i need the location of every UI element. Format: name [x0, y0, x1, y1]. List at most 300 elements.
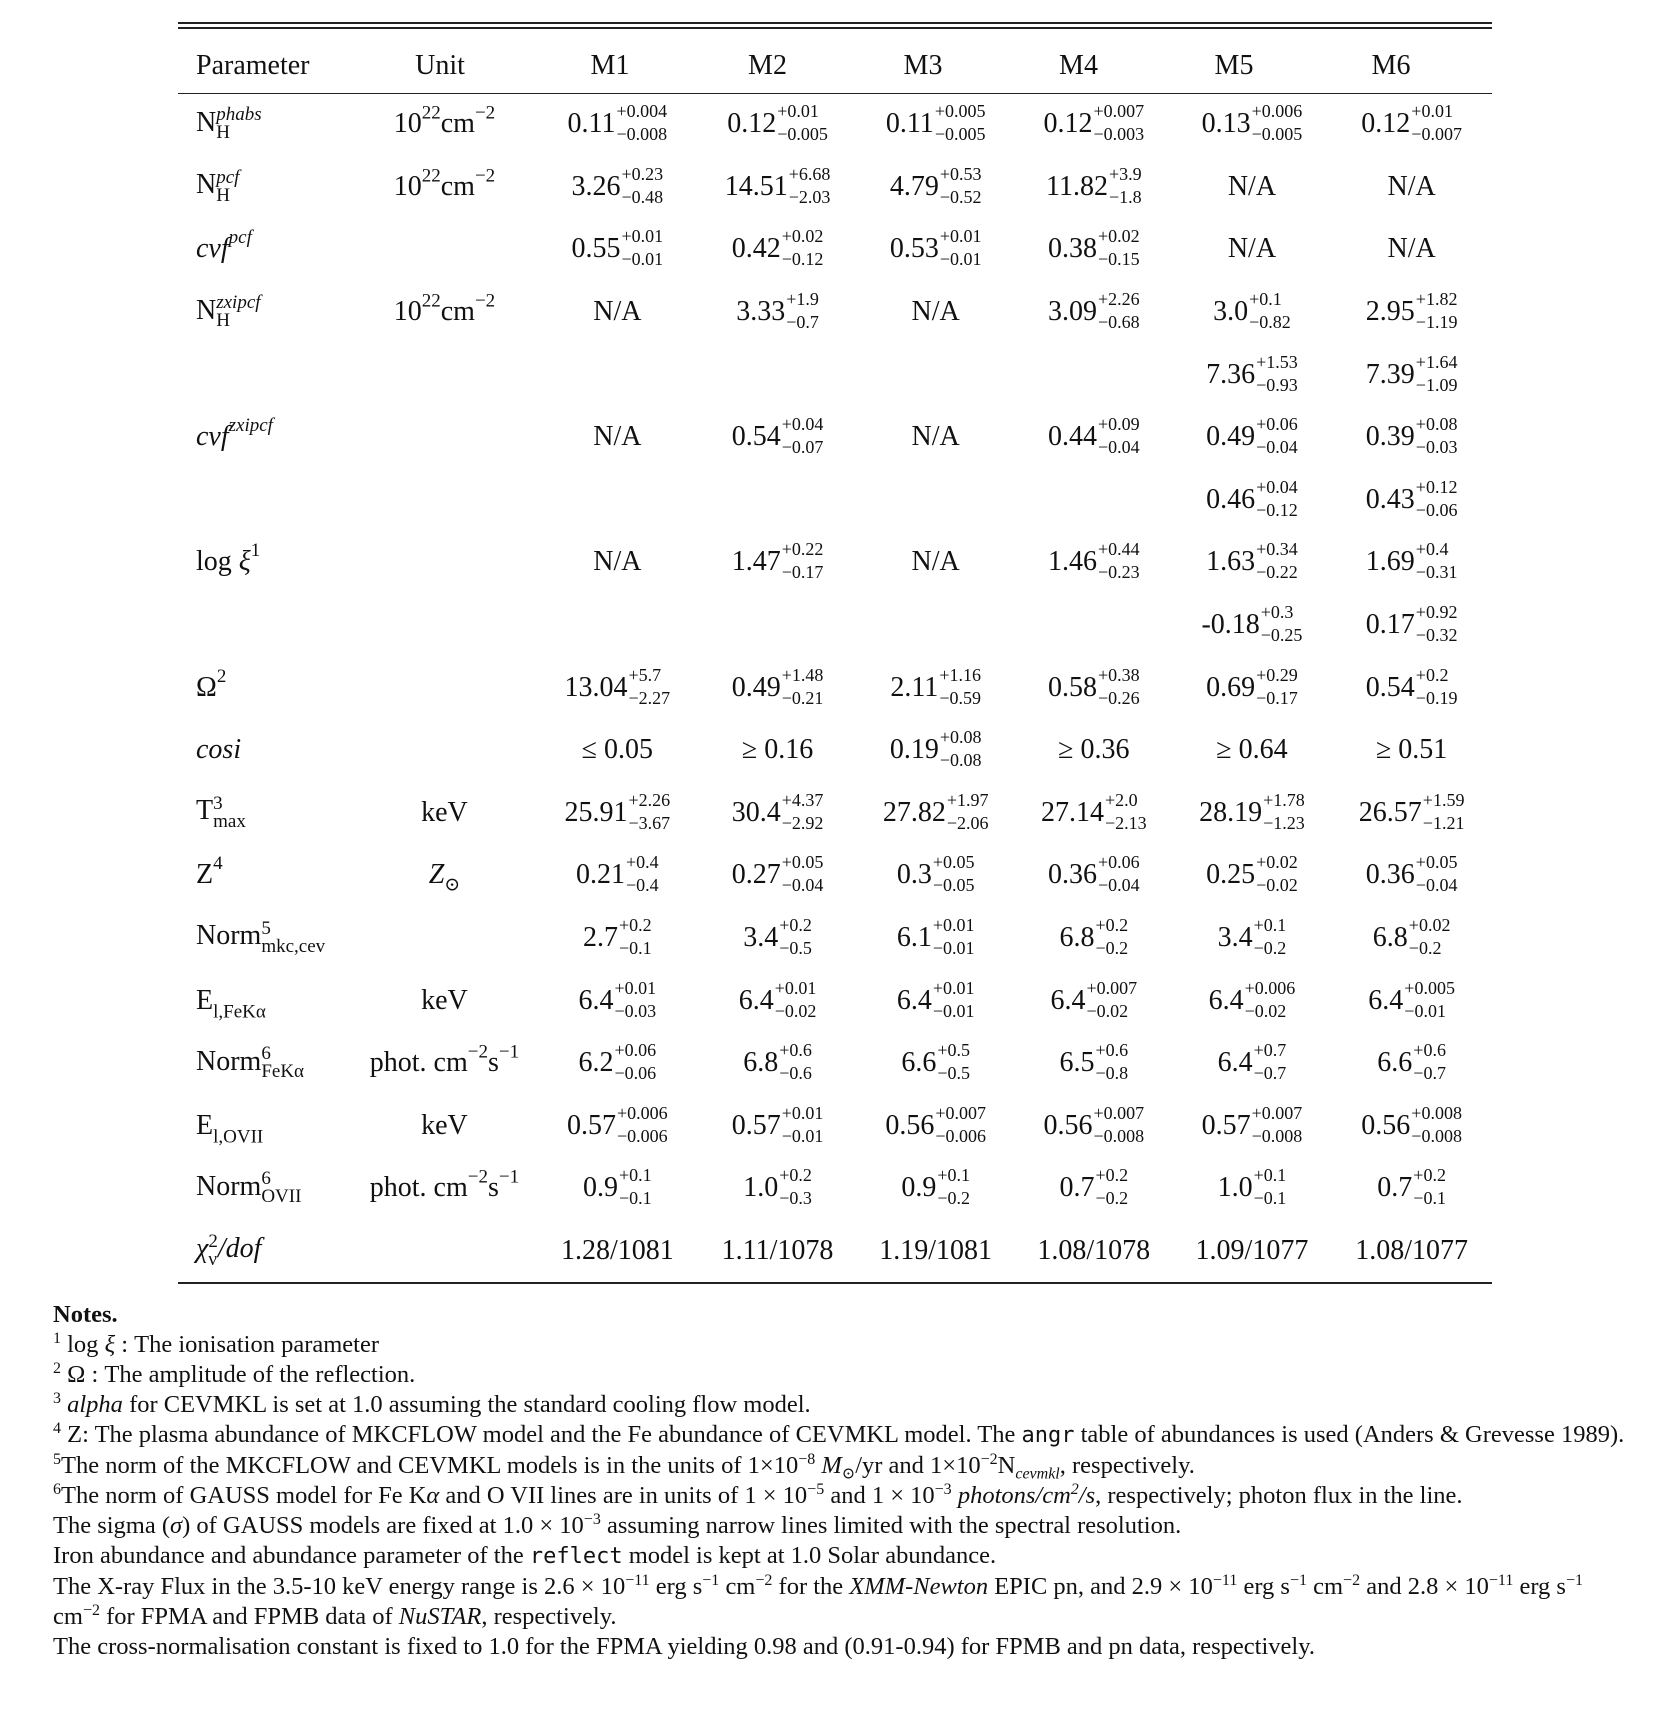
error-lower: −0.003: [1093, 124, 1145, 145]
cell-m6: [1331, 1032, 1492, 1095]
value: 2.95: [1365, 296, 1415, 328]
error-lower: −0.17: [781, 562, 824, 583]
value-with-errors: [1206, 414, 1298, 458]
cell-m6: [1331, 469, 1492, 532]
error-lower: −0.17: [1256, 687, 1298, 708]
header-unit: Unit: [415, 50, 465, 81]
error-upper: +0.02: [1097, 226, 1140, 247]
value-with-errors: [1047, 664, 1140, 708]
error-upper: +0.1: [1249, 289, 1282, 310]
cell-parameter: [178, 531, 353, 594]
cell-m4: [1015, 218, 1173, 281]
value-with-errors: [889, 727, 982, 771]
notes: [53, 1300, 1633, 1662]
error-upper: +0.008: [1411, 1102, 1462, 1123]
cell-m3: [856, 656, 1015, 719]
value: 0.13: [1201, 108, 1251, 140]
error-lower: −0.06: [1415, 499, 1458, 520]
cell-m4: [1015, 782, 1173, 845]
value: 0.43: [1365, 483, 1415, 515]
cell-parameter: [178, 406, 353, 469]
error-bounds: [781, 852, 824, 896]
parameter-name: N phabs H: [196, 104, 262, 144]
error-bounds: [781, 789, 824, 833]
value: 0.11: [567, 108, 616, 140]
value-with-errors: [743, 915, 812, 959]
error-lower: −0.04: [1256, 437, 1298, 458]
error-bounds: [1249, 289, 1291, 333]
parameter-name: χ 2 ν /dof: [196, 1230, 262, 1270]
cell-unit: [353, 406, 536, 469]
error-upper: +0.2: [1413, 1165, 1446, 1186]
value: ≥ 0.36: [1058, 734, 1130, 766]
value-with-errors: [1059, 1165, 1129, 1209]
value: 27.14: [1040, 796, 1104, 828]
cell-parameter: [178, 782, 353, 845]
error-lower: −0.2: [1095, 1188, 1129, 1209]
value: N/A: [1387, 233, 1436, 265]
error-bounds: [1251, 1102, 1303, 1146]
cell-unit: [353, 531, 536, 594]
value: 0.39: [1365, 421, 1415, 453]
error-bounds: [779, 1165, 812, 1209]
error-lower: −0.22: [1256, 562, 1298, 583]
cell-parameter: [178, 156, 353, 219]
cell-m3: [856, 1157, 1015, 1220]
value: 6.8: [1372, 922, 1408, 954]
value: 0.55: [571, 233, 621, 265]
cell-m2: [699, 1157, 857, 1220]
cell-parameter: [178, 469, 353, 532]
error-lower: −0.03: [1415, 437, 1458, 458]
error-bounds: [617, 1102, 668, 1146]
value: 0.57: [1201, 1109, 1251, 1141]
value: 6.4: [1208, 984, 1244, 1016]
cell-m6: [1331, 1220, 1492, 1283]
value-with-errors: [576, 852, 659, 896]
error-lower: −1.19: [1415, 312, 1458, 333]
error-lower: −0.02: [774, 1000, 817, 1021]
parameter-name: $E_{l,OVII}$: [196, 1109, 264, 1148]
value-with-errors: [1206, 351, 1298, 395]
error-lower: −0.04: [1097, 437, 1140, 458]
value-with-errors: [1372, 915, 1451, 959]
error-upper: +0.007: [1251, 1102, 1303, 1123]
error-upper: +0.2: [779, 915, 812, 936]
cell-m2: [699, 343, 857, 406]
error-lower: −0.05: [932, 875, 975, 896]
cell-m2: [699, 281, 857, 344]
value: 0.58: [1047, 671, 1097, 703]
value: 1.08/1078: [1037, 1234, 1151, 1266]
error-upper: +0.4: [626, 852, 659, 873]
error-lower: −0.2: [1408, 938, 1442, 959]
cell-m2: [699, 907, 857, 970]
error-upper: +0.6: [779, 1040, 812, 1061]
cell-m1: [536, 343, 699, 406]
cell-m3: [856, 782, 1015, 845]
error-lower: −2.06: [946, 812, 989, 833]
value: 0.56: [885, 1109, 935, 1141]
cell-m3: [856, 1032, 1015, 1095]
error-bounds: [1411, 1102, 1462, 1146]
table-header: [178, 36, 1492, 96]
error-lower: −0.6: [779, 1063, 812, 1084]
error-bounds: [1095, 1040, 1129, 1084]
table-row: [178, 844, 1492, 907]
error-bounds: [1253, 1040, 1287, 1084]
cell-m2: [699, 1032, 857, 1095]
cell-unit: [353, 343, 536, 406]
cell-m6: [1331, 719, 1492, 782]
value-with-errors: [1045, 163, 1142, 207]
value-with-errors: [1361, 101, 1462, 145]
value: ≥ 0.64: [1216, 734, 1288, 766]
parameter-name: N zxipcf H: [196, 292, 261, 332]
error-bounds: [1256, 414, 1298, 458]
header-m1: M1: [590, 50, 630, 81]
value: 0.53: [889, 233, 939, 265]
error-bounds: [774, 977, 817, 1021]
cell-m3: [856, 531, 1015, 594]
error-bounds: [628, 664, 671, 708]
cell-m1: [536, 406, 699, 469]
error-upper: +0.6: [1095, 1040, 1129, 1061]
cell-m3: [856, 469, 1015, 532]
value-with-errors: [731, 664, 824, 708]
value-with-errors: [731, 414, 824, 458]
value: 0.11: [885, 108, 934, 140]
value: ≤ 0.05: [581, 734, 654, 766]
cell-m3: [856, 406, 1015, 469]
value: 1.69: [1365, 546, 1415, 578]
error-bounds: [621, 226, 664, 270]
note-flux: The X-ray Flux in the 3.5-10 keV energy range is $2.6 \times 10^{-11}$ erg $s^{-1}$ $cm^{-2}$ for the XMM-Newton EPIC pn, and $2.9 \times 10^{-11}$ erg $s^{-1}$ $cm^{-2}$ and $2.8 \times 10^{-11}$ erg $s^{-1}$ $cm^{-2}$ for FPMA and FPMB data of NuSTAR, respectively.: [53, 1572, 1583, 1630]
header-m3: M3: [903, 50, 943, 81]
cell-m2: [699, 656, 857, 719]
error-upper: +1.59: [1422, 789, 1465, 810]
value: 0.21: [576, 859, 626, 891]
error-lower: −0.008: [1093, 1125, 1145, 1146]
value-with-errors: [882, 789, 989, 833]
error-upper: +0.01: [614, 977, 657, 998]
value-with-errors: [890, 664, 981, 708]
note-2: $^2$ Ω : The amplitude of the reflection.: [53, 1360, 416, 1388]
value-with-errors: [896, 977, 975, 1021]
error-upper: +0.3: [1260, 602, 1294, 623]
cell-parameter: [178, 1157, 353, 1220]
error-upper: +0.53: [939, 163, 982, 184]
error-bounds: [781, 414, 824, 458]
error-upper: +1.78: [1263, 789, 1305, 810]
error-lower: −0.006: [935, 1125, 986, 1146]
note-1: $^1$ log ξ : The ionisation parameter: [53, 1330, 380, 1358]
value: 26.57: [1358, 796, 1422, 828]
error-lower: −0.26: [1097, 687, 1140, 708]
cell-m3: [856, 156, 1015, 219]
value-with-errors: [578, 977, 657, 1021]
cell-m6: [1331, 531, 1492, 594]
cell-m6: [1331, 782, 1492, 845]
cell-m2: [699, 218, 857, 281]
error-upper: +3.9: [1108, 163, 1142, 184]
note-3: $^3$ alpha for CEVMKL is set at 1.0 assuming the standard cooling flow model.: [53, 1390, 811, 1418]
value-with-errors: [1365, 539, 1458, 583]
cell-m1: [536, 1220, 699, 1283]
value: 11.82: [1045, 170, 1108, 202]
value: 1.09/1077: [1195, 1234, 1309, 1266]
error-bounds: [1097, 289, 1140, 333]
unit-label: $10^{22}cm^{-2}$: [393, 165, 496, 202]
error-upper: +6.68: [788, 163, 831, 184]
error-bounds: [786, 289, 819, 333]
value: 3.4: [743, 922, 779, 954]
error-upper: +5.7: [628, 664, 662, 685]
error-upper: +0.005: [1404, 977, 1455, 998]
cell-unit: [353, 1095, 536, 1158]
error-bounds: [939, 226, 982, 270]
value-with-errors: [1206, 664, 1298, 708]
table-row: [178, 156, 1492, 219]
error-lower: −0.02: [1244, 1000, 1287, 1021]
cell-unit: [353, 469, 536, 532]
value: 13.04: [564, 671, 628, 703]
cell-parameter: [178, 343, 353, 406]
cell-unit: [353, 281, 536, 344]
error-bounds: [935, 1102, 986, 1146]
error-bounds: [1104, 789, 1147, 833]
value: 0.57: [567, 1109, 617, 1141]
error-lower: −0.006: [617, 1125, 668, 1146]
error-bounds: [1415, 414, 1458, 458]
cell-m1: [536, 907, 699, 970]
error-bounds: [1244, 977, 1296, 1021]
cell-m6: [1331, 844, 1492, 907]
value: 3.0: [1213, 296, 1249, 328]
value-with-errors: [736, 289, 819, 333]
error-upper: +0.38: [1097, 664, 1140, 685]
error-bounds: [1253, 915, 1287, 959]
cell-m3: [856, 343, 1015, 406]
value: -0.18: [1201, 609, 1260, 641]
value: 3.33: [736, 296, 786, 328]
value: N/A: [1227, 233, 1277, 265]
parameter-name: cosi: [196, 734, 242, 766]
cell-m4: [1015, 719, 1173, 782]
error-upper: +0.06: [1097, 852, 1140, 873]
error-lower: −0.07: [781, 437, 824, 458]
cell-parameter: [178, 907, 353, 970]
note-cross-normalisation: The cross-normalisation constant is fixed to 1.0 for the FPMA yielding 0.98 and (0.91-0.94) for FPMB and pn data, respectively.: [53, 1633, 1316, 1660]
error-upper: +0.007: [1093, 1102, 1145, 1123]
cell-m4: [1015, 1157, 1173, 1220]
value-with-errors: [571, 163, 664, 207]
error-lower: −0.8: [1095, 1063, 1129, 1084]
error-upper: +0.12: [1415, 476, 1458, 497]
error-lower: −0.03: [614, 1000, 657, 1021]
table-row: [178, 719, 1492, 782]
value-with-errors: [889, 226, 982, 270]
cell-m4: [1015, 281, 1173, 344]
error-upper: +0.08: [939, 727, 982, 748]
table-row: [178, 782, 1492, 845]
value-with-errors: [901, 1165, 970, 1209]
table-row: [178, 343, 1492, 406]
error-lower: −1.8: [1108, 186, 1142, 207]
value: N/A: [593, 421, 642, 453]
cell-m6: [1331, 1157, 1492, 1220]
error-upper: +0.01: [621, 226, 664, 247]
error-upper: +0.04: [781, 414, 824, 435]
error-lower: −0.01: [932, 1000, 975, 1021]
cell-unit: [353, 969, 536, 1032]
value-with-errors: [1217, 1165, 1287, 1209]
parameter-name: Norm 5 mkc,cev: [196, 918, 326, 958]
unit-label: $Z_⊙$: [428, 859, 461, 897]
error-upper: +0.08: [1415, 414, 1458, 435]
cell-m6: [1331, 594, 1492, 657]
error-upper: +0.006: [617, 1102, 668, 1123]
table-row: [178, 281, 1492, 344]
value: 0.12: [1043, 108, 1093, 140]
value: 0.25: [1206, 859, 1256, 891]
error-bounds: [621, 163, 664, 207]
error-upper: +0.007: [1093, 101, 1145, 122]
error-lower: −0.32: [1415, 625, 1458, 646]
unit-label: keV: [421, 1109, 468, 1141]
cell-m6: [1331, 93, 1492, 156]
parameter-name: cvf$^{zxipcf}$: [196, 415, 273, 453]
value: 6.8: [743, 1047, 779, 1079]
parameter-name: $Z^4$: [196, 853, 223, 891]
value-with-errors: [1206, 852, 1298, 896]
value-with-errors: [1059, 915, 1129, 959]
error-lower: −0.01: [621, 249, 664, 270]
error-upper: +0.01: [774, 977, 817, 998]
error-lower: −0.04: [781, 875, 824, 896]
error-lower: −0.005: [777, 124, 828, 145]
value-with-errors: [1213, 289, 1291, 333]
cell-unit: [353, 594, 536, 657]
error-bounds: [946, 789, 989, 833]
cell-m2: [699, 594, 857, 657]
value: 7.39: [1365, 358, 1415, 390]
error-bounds: [1097, 414, 1140, 458]
parameter-name: Norm 6 FeKα: [196, 1043, 305, 1083]
error-lower: −0.3: [779, 1188, 812, 1209]
value: 0.49: [731, 671, 781, 703]
error-bounds: [932, 852, 975, 896]
error-lower: −0.5: [779, 938, 812, 959]
cell-m1: [536, 469, 699, 532]
value: 6.2: [578, 1047, 614, 1079]
unit-label: phot. $cm^{-2}s^{-1}$: [369, 1167, 520, 1204]
value-with-errors: [1047, 226, 1140, 270]
value: 6.5: [1059, 1047, 1095, 1079]
error-bounds: [1097, 852, 1140, 896]
error-lower: −0.008: [1251, 1125, 1303, 1146]
cell-m5: [1173, 656, 1332, 719]
error-bounds: [1415, 476, 1458, 520]
cell-m6: [1331, 656, 1492, 719]
cell-m4: [1015, 1095, 1173, 1158]
cell-m6: [1331, 907, 1492, 970]
value-with-errors: [1050, 977, 1138, 1021]
cell-m3: [856, 594, 1015, 657]
table-row: [178, 1095, 1492, 1158]
value: 0.17: [1365, 609, 1415, 641]
unit-label: $10^{22}cm^{-2}$: [393, 103, 496, 140]
error-bounds: [1095, 915, 1129, 959]
error-upper: +1.97: [946, 789, 989, 810]
cell-parameter: [178, 844, 353, 907]
value-with-errors: [1377, 1165, 1446, 1209]
error-upper: +0.1: [1253, 1165, 1287, 1186]
value-with-errors: [896, 852, 975, 896]
unit-label: keV: [421, 984, 468, 1016]
error-bounds: [779, 915, 812, 959]
cell-m4: [1015, 1032, 1173, 1095]
error-lower: −0.008: [1411, 1125, 1462, 1146]
error-bounds: [1093, 101, 1145, 145]
value-with-errors: [1206, 539, 1298, 583]
cell-m5: [1173, 1095, 1332, 1158]
value: 3.26: [571, 170, 621, 202]
cell-m2: [699, 156, 857, 219]
error-lower: −0.2: [937, 1188, 970, 1209]
error-bounds: [1415, 602, 1458, 646]
cell-m1: [536, 531, 699, 594]
error-upper: +0.04: [1256, 476, 1298, 497]
cell-m1: [536, 156, 699, 219]
value-with-errors: [1047, 852, 1140, 896]
error-bounds: [934, 101, 986, 145]
cell-m1: [536, 281, 699, 344]
cell-m6: [1331, 343, 1492, 406]
error-lower: −0.01: [939, 249, 982, 270]
error-lower: −0.01: [932, 938, 975, 959]
value: 25.91: [564, 796, 628, 828]
error-bounds: [628, 789, 671, 833]
cell-m3: [856, 1095, 1015, 1158]
cell-unit: [353, 218, 536, 281]
error-bounds: [1256, 852, 1298, 896]
value: N/A: [911, 546, 960, 578]
error-upper: +0.6: [1413, 1040, 1446, 1061]
value-with-errors: [1365, 602, 1458, 646]
value: 0.54: [731, 421, 781, 453]
cell-m1: [536, 719, 699, 782]
error-upper: +1.53: [1256, 351, 1298, 372]
error-bounds: [626, 852, 659, 896]
value-with-errors: [1043, 1102, 1145, 1146]
value-with-errors: [564, 789, 671, 833]
value: 0.36: [1047, 859, 1097, 891]
value: 6.4: [896, 984, 932, 1016]
error-bounds: [619, 915, 652, 959]
value-with-errors: [731, 539, 824, 583]
cell-m3: [856, 844, 1015, 907]
cell-parameter: [178, 594, 353, 657]
header-m6: M6: [1371, 50, 1411, 81]
cell-m4: [1015, 343, 1173, 406]
table-body: [178, 93, 1492, 1282]
value: 0.27: [731, 859, 781, 891]
parameter-name: Norm 6 OVII: [196, 1168, 302, 1208]
error-upper: +0.02: [1408, 915, 1451, 936]
cell-m1: [536, 969, 699, 1032]
error-bounds: [937, 1040, 970, 1084]
